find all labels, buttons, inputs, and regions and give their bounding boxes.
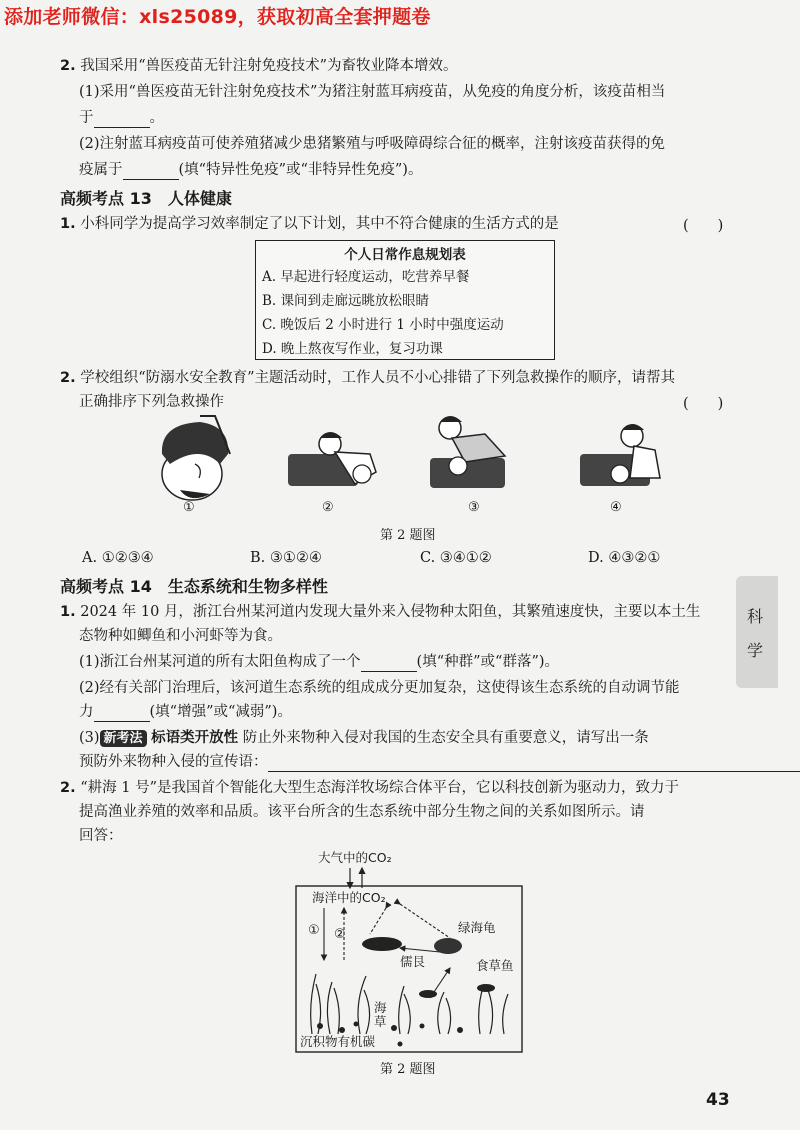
figure-label-2: ② — [322, 500, 334, 515]
subq-1-2-cont: 力 (填“增强”或“减弱”)。 — [79, 704, 292, 720]
fish-shape-2 — [419, 990, 437, 998]
choice-c[interactable]: C. ③④①② — [420, 550, 492, 566]
figure-caption: 第 2 题图 — [380, 528, 436, 543]
option-d: D. 晚上熬夜写作业，复习功课 — [262, 341, 443, 357]
seagrass-label-2: 草 — [374, 1014, 387, 1029]
seagrass-label-1: 海 — [374, 1000, 387, 1015]
section-title-13: 高频考点 13 人体健康 — [60, 189, 232, 208]
arrow-label-1: ① — [308, 923, 320, 938]
subq-1-3: (3) 新考法 标语类开放性 防止外来物种入侵对我国的生态安全具有重要意义，请写出一条 — [79, 730, 649, 746]
option-c: C. 晚饭后 2 小时进行 1 小时中强度运动 — [262, 317, 504, 333]
schedule-title: 个人日常作息规划表 — [344, 247, 466, 263]
question-1-health: 1. 小科同学为提高学习效率制定了以下计划，其中不符合健康的生活方式的是 — [60, 216, 559, 232]
question-2-drowning: 2. 学校组织“防溺水安全教育”主题活动时，工作人员不小心排错了下列急救操作的顺序，请帮其 — [60, 370, 676, 386]
subject-char-2: 学 — [747, 641, 764, 660]
subq-2-2: (2)注射蓝耳病疫苗可使养殖猪减少患猪繁殖与呼吸障碍综合征的概率，注射该疫苗获得的免 — [79, 136, 666, 152]
subq-2-1: (1)采用“兽医疫苗无针注射免疫技术”为猪注射蓝耳病疫苗，从免疫的角度分析，该疫苗相当 — [79, 84, 666, 100]
answer-blank[interactable] — [94, 705, 150, 722]
choice-d[interactable]: D. ④③②① — [588, 550, 661, 566]
answer-line[interactable] — [268, 755, 800, 772]
first-aid-step-1-figure — [162, 416, 230, 500]
promo-banner: 添加老师微信：xls25089，获取初高全套押题卷 — [4, 6, 431, 28]
subq-2-1-cont: 于 。 — [79, 110, 164, 126]
option-b: B. 课间到走廊远眺放松眼睛 — [262, 293, 430, 309]
page-number: 43 — [706, 1090, 730, 1110]
seagrass-shapes — [311, 974, 508, 1034]
subq-1-3-cont: 预防外来物种入侵的宣传语： — [79, 752, 800, 772]
first-aid-step-4-figure — [580, 424, 660, 486]
atmo-co2-label: 大气中的CO₂ — [318, 850, 392, 865]
ocean-co2-label: 海洋中的CO₂ — [312, 890, 386, 905]
arrow-label-2: ② — [334, 927, 346, 942]
new-method-badge: 新考法 — [100, 730, 147, 747]
first-aid-step-3-figure — [430, 416, 505, 488]
figure-label-1: ① — [183, 500, 195, 515]
dugong-label: 儒艮 — [400, 954, 426, 969]
answer-blank[interactable] — [94, 111, 150, 128]
question-2-ocean-cont: 提高渔业养殖的效率和品质。该平台所含的生态系统中部分生物之间的关系如图所示。请 — [79, 804, 645, 820]
diagram-caption: 第 2 题图 — [380, 1062, 436, 1077]
schedule-table — [255, 240, 555, 360]
subq-1-1: (1)浙江台州某河道的所有太阳鱼构成了一个 (填“种群”或“群落”)。 — [79, 654, 560, 670]
answer-paren[interactable]: ( ) — [683, 396, 724, 412]
subq-1-2: (2)经有关部门治理后，该河道生态系统的组成成分更加复杂，这使得该生态系统的自动调节能 — [79, 680, 680, 696]
question-1-invasive-cont: 态物种如鲫鱼和小河虾等为食。 — [79, 628, 282, 644]
answer-blank[interactable] — [123, 163, 179, 180]
question-1-invasive: 1. 2024 年 10 月，浙江台州某河道内发现大量外来入侵物种太阳鱼，其繁殖速度快，主要以本土生 — [60, 604, 701, 620]
figure-label-4: ④ — [610, 500, 622, 515]
turtle-shape — [434, 938, 462, 954]
answer-paren[interactable]: ( ) — [683, 218, 724, 234]
choice-a[interactable]: A. ①②③④ — [82, 550, 154, 566]
fish-label: 食草鱼 — [476, 958, 514, 973]
dugong-shape — [362, 937, 402, 951]
option-a: A. 早起进行轻度运动，吃营养早餐 — [262, 269, 470, 285]
fish-shape — [477, 984, 495, 992]
subject-char-1: 科 — [747, 607, 764, 626]
question-2-ocean: 2. “耕海 1 号”是我国首个智能化大型生态海洋牧场综合体平台，它以科技创新为驱动力，致力于 — [60, 780, 679, 796]
first-aid-step-2-figure — [288, 432, 376, 486]
question-2-ocean-cont2: 回答： — [79, 828, 123, 844]
question-2-drowning-cont: 正确排序下列急救操作 — [79, 394, 224, 410]
subject-tab — [736, 576, 778, 688]
subq-2-2-cont: 疫属于 (填“特异性免疫”或“非特异性免疫”)。 — [79, 162, 423, 178]
first-aid-figures — [140, 414, 760, 514]
sediment-label: 沉积物有机碳 — [300, 1034, 376, 1049]
turtle-label: 绿海龟 — [458, 920, 496, 935]
choice-b[interactable]: B. ③①②④ — [250, 550, 322, 566]
ecosystem-diagram — [290, 848, 530, 1058]
figure-label-3: ③ — [468, 500, 480, 515]
question-2-immunity: 2. 我国采用“兽医疫苗无针注射免疫技术”为畜牧业降本增效。 — [60, 58, 458, 74]
section-title-14: 高频考点 14 生态系统和生物多样性 — [60, 577, 328, 596]
answer-blank[interactable] — [361, 655, 417, 672]
